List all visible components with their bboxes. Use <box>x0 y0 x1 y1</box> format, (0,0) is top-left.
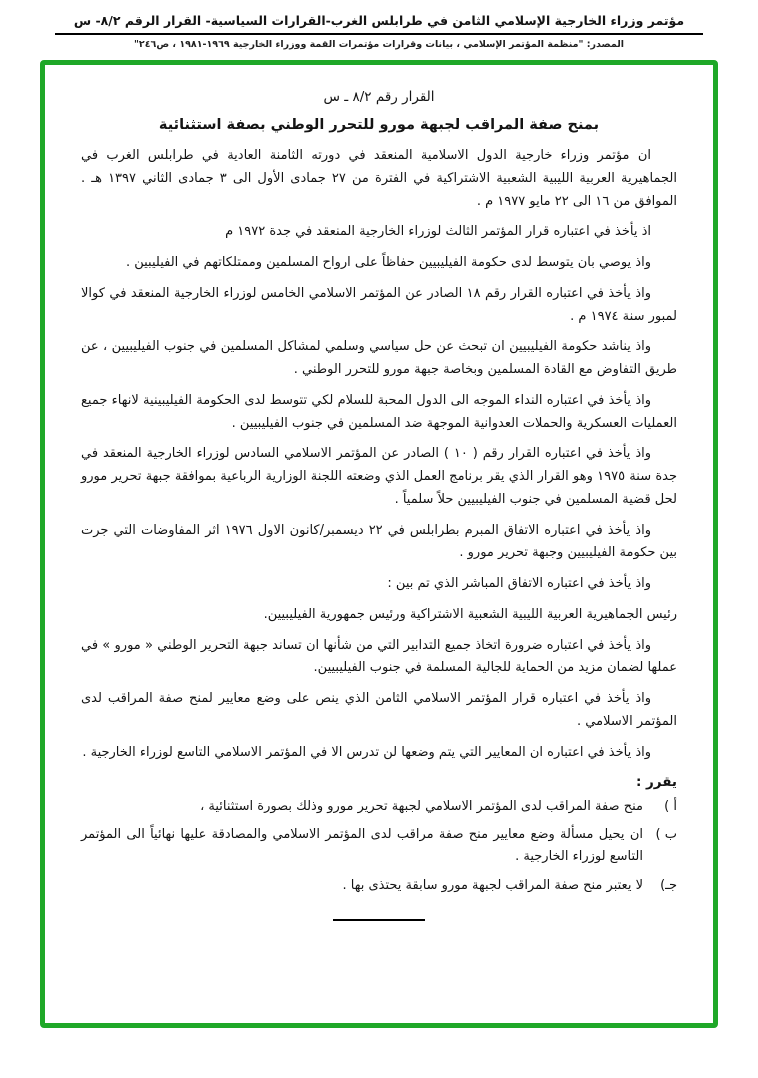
decision-text: ان يحيل مسألة وضع معايير منح صفة مراقب لدى المؤتمر الاسلامي والمصادقة عليها نهائياً الى المؤتمر التاسع لوزراء الخارجية . <box>81 827 643 865</box>
document-paragraph: واذ يأخذ في اعتباره القرار رقم ( ١٠ ) الصادر عن المؤتمر الاسلامي السادس لوزراء الخارجية المنعقد في جدة سنة ١٩٧٥ وهو القرار الذي يقر برنامج العمل الذي وضعته اللجنة الوزارية الرباعية بموافقة جبهة تحرير مورو لحل قضية المسلمين في جنوب الفيليبيين حلاً سلمياً . <box>81 446 677 507</box>
header-divider <box>55 33 703 35</box>
decision-marker: جـ) <box>660 877 677 893</box>
decision-item <box>81 875 677 897</box>
decision-text: لا يعتبر منح صفة المراقب لجبهة مورو سابقة يحتذى بها . <box>342 877 643 893</box>
document-paragraph: واذ يناشد حكومة الفيليبيين ان تبحث عن حل سياسي وسلمي لمشاكل المسلمين في جنوب الفيليبيين ، عن طريق التفاوض مع القادة المسلمين وبخاصة جبهة مورو للتحرر الوطني . <box>81 339 677 377</box>
document-paragraph: واذ يأخذ في اعتباره قرار المؤتمر الاسلامي الثامن الذي ينص على وضع معايير لمنح صفة المراقب لدى المؤتمر الاسلامي . <box>81 691 677 729</box>
header-source-line: المصدر: "منظمة المؤتمر الإسلامي ، بيانات وقرارات مؤتمرات القمة ووزراء الخارجية ١٩٦٩-١٩٨١ ، ص٢٤٦" <box>133 39 625 50</box>
document-paragraph: واذ يوصي بان يتوسط لدى حكومة الفيليبيين حفاظاً على ارواح المسلمين وممتلكاتهم في الفيليبين . <box>125 255 651 270</box>
resolution-number-title: القرار رقم ٨/٢ ـ س <box>323 89 435 105</box>
document-paragraph: واذ يأخذ في اعتباره النداء الموجه الى الدول المحبة للسلام لكي تتوسط لدى الحكومة الفيليبينية لانهاء جميع العمليات العسكرية والحملات العدوانية الموجهة ضد المسلمين في جنوب الفيليبيين . <box>81 392 677 431</box>
resolution-subject-title: بمنح صفة المراقب لجبهة مورو للتحرر الوطني بصفة استثنائية <box>158 117 600 133</box>
document-paragraph: اذ يأخذ في اعتباره قرار المؤتمر الثالث لوزراء الخارجية المنعقد في جدة ١٩٧٢ م <box>225 224 651 240</box>
document-header <box>0 0 758 50</box>
document-paragraph: واذ يأخذ في اعتباره الاتفاق المبرم بطرابلس في ٢٢ ديسمبر/كانون الاول ١٩٧٦ اثر المفاوضات التي جرت بين حكومة الفيليبيين وجبهة تحرير مورو . <box>81 522 677 561</box>
decision-text: منح صفة المراقب لدى المؤتمر الاسلامي لجبهة تحرير مورو وذلك بصورة استثنائية ، <box>200 799 643 815</box>
decision-marker: ب ) <box>655 827 677 843</box>
document-paragraph: واذ يأخذ في اعتباره الاتفاق المباشر الذي تم بين : <box>387 576 651 591</box>
document-paragraph: واذ يأخذ في اعتباره ان المعايير التي يتم وضعها لن تدرس الا في المؤتمر الاسلامي التاسع لوزراء الخارجية . <box>82 744 651 760</box>
document-paragraph: واذ يأخذ في اعتباره ضرورة اتخاذ جميع التدابير التي من شأنها ان تساند جبهة التحرير الوطني « مورو » في عملها لضمان مزيد من الحماية للجالية المسلمة في جنوب الفيليبيين. <box>81 637 677 676</box>
decision-marker: أ ) <box>664 799 677 815</box>
decree-label: يقرر : <box>635 774 677 791</box>
document-paragraph: رئيس الجماهيرية العربية الليبية الشعبية الاشتراكية ورئيس جمهورية الفيليبيين. <box>263 606 677 622</box>
footnote-divider <box>333 919 425 921</box>
decision-item <box>81 824 677 868</box>
document-paragraph: ان مؤتمر وزراء خارجية الدول الاسلامية المنعقد في دورته الثامنة العادية في طرابلس الغرب في الجماهيرية العربية الليبية الشعبية الاشتراكية في الفترة من ٢٧ جمادى الأول الى ٣ جمادى الثاني ١٣٩٧ هـ . الموافق من ١٦ الى ٢٢ مايو ١٩٧٧ م . <box>81 148 677 209</box>
document-paragraph: واذ يأخذ في اعتباره القرار رقم ١٨ الصادر عن المؤتمر الاسلامي الخامس لوزراء الخارجية المنعقد في كوالا لمبور سنة ١٩٧٤ م . <box>81 285 677 324</box>
decision-item <box>81 796 677 818</box>
header-title: مؤتمر وزراء الخارجية الإسلامي الثامن في طرابلس الغرب-القرارات السياسية- القرار الرقم ٨/٢- س <box>73 13 685 28</box>
green-border-frame <box>40 60 718 1028</box>
